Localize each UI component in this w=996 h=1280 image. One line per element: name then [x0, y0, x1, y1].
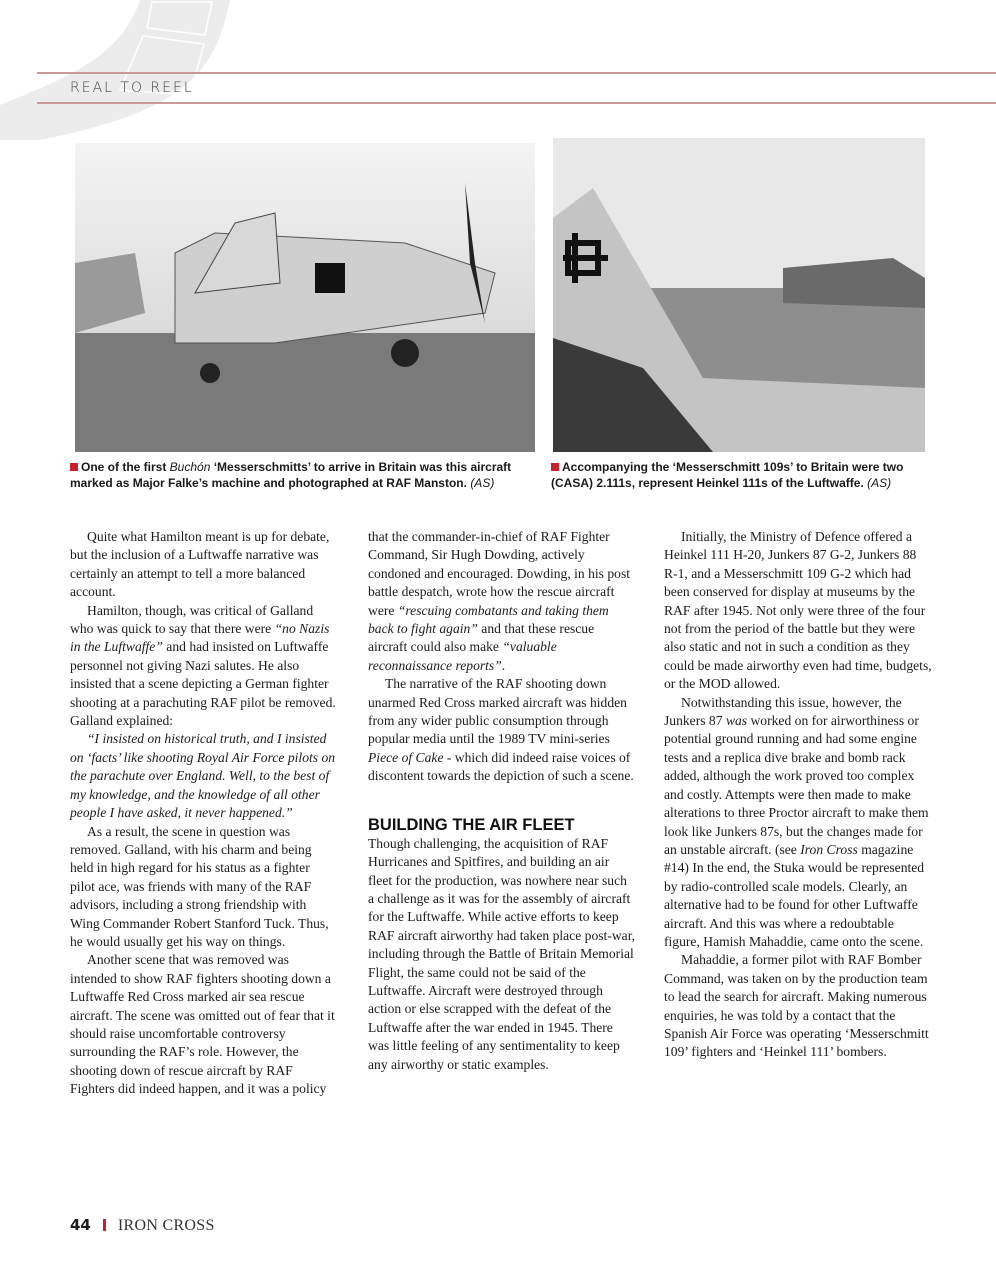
- film-strip-decoration: [0, 0, 240, 140]
- paragraph: [368, 835, 636, 1074]
- text-run: Though challenging, the acquisition of RAF Hurricanes and Spitfires, and building an air fleet for the production, was nowhere near such a challenge as it was for the assembly of aircraft for the Luftwaffe. While active efforts to keep RAF aircraft airworthy had taken place post-war, including through the Battle of Britain Memorial Flight, the same could not be said of the Luftwaffe. Aircraft were destroyed through action or else scrapped with the defeat of the Luftwaffe after the war ended in 1945. There was little feeling of any sentimentality to keep any airworthy or static examples.: [368, 835, 636, 1072]
- italic-text: (AS): [867, 476, 892, 490]
- caption-bullet-icon: [551, 463, 559, 471]
- paragraph: [664, 528, 932, 694]
- text-run: that the commander-in-chief of RAF Fighter Command, Sir Hugh Dowding, actively condoned and encouraged. Dowding, in his post battle despatch, wrote how the rescue aircraft were: [368, 529, 631, 618]
- paragraph: [664, 694, 932, 952]
- header-rule-top: [37, 72, 996, 74]
- photo-casa-heinkel: [553, 138, 925, 452]
- paragraph: [70, 951, 338, 1098]
- italic-text: (AS): [470, 476, 495, 490]
- text-run: Another scene that was removed was intended to show RAF fighters shooting down a Luftwaffe Red Cross marked air sea rescue aircraft. The scene was omitted out of fear that it should raise uncomfortable controversy surrounding the RAF’s role. However, the shooting down of rescue aircraft by RAF Fighters did indeed happen, and it was a policy: [70, 952, 335, 1097]
- article-column-1: [70, 528, 338, 1099]
- article-column-2: [368, 528, 636, 1074]
- header-rule-bottom: [37, 102, 996, 104]
- text-run: and had insisted on Luftwaffe personnel not giving Nazi salutes. He also insisted that a scene depicting a German fighter shooting at a parachuting RAF pilot be removed. Galland explained:: [70, 639, 336, 729]
- text-run: worked on for airworthiness or potential ground running and had some engine tests and a replica dive brake and bomb rack added, although the work proved too complex and costly. Attempts were then made to make alterations to three Proctor aircraft to make them look like Junkers 87s, but the changes made for an unstable aircraft. (see: [664, 713, 929, 857]
- paragraph: [70, 528, 338, 602]
- italic-text: Iron Cross: [800, 841, 858, 857]
- text-run: - which did indeed raise voices of discontent towards the depiction of such a scene.: [368, 749, 634, 784]
- section-label: REAL TO REEL: [70, 80, 194, 96]
- text-run: One of the first: [81, 460, 170, 474]
- text-run: Hamilton, though, was critical of Galland who was quick to say that there were: [70, 602, 314, 637]
- text-run: The narrative of the RAF shooting down unarmed Red Cross marked aircraft was hidden from any wider public consumption through popular media until the 1989 TV mini-series: [368, 676, 627, 747]
- article-column-3: [664, 528, 932, 1062]
- paragraph: [368, 528, 636, 675]
- italic-text: “rescuing combatants and taking them back to fight again”: [368, 602, 609, 637]
- text-run: and that these rescue aircraft could also make: [368, 621, 595, 655]
- paragraph: [70, 730, 338, 822]
- photo-caption-2: [551, 459, 931, 491]
- magazine-title: IRON CROSS: [117, 1217, 215, 1234]
- text-run: As a result, the scene in question was removed. Galland, with his charm and being held in high regard for his status as a fighter pilot ace, was friends with many of the RAF advisors, including a strong friendship with Wing Commander Robert Stanford Tuck. Thus, he would usually get his way on things.: [70, 823, 329, 949]
- italic-text: “I insisted on historical truth, and I insisted on ‘facts’ like shooting Royal Air Force pilots on the parachute over England. Well, to the best of my knowledge, and the knowledge of all other people I have asked, it never happened.”: [70, 731, 336, 821]
- paragraph: [664, 951, 932, 1061]
- footer-divider: [103, 1219, 106, 1231]
- italic-text: Piece of Cake: [368, 749, 444, 765]
- photo-caption-1: [70, 459, 540, 491]
- text-run: ‘Messerschmitts’ to arrive in Britain was this aircraft marked as Major Falke’s machine and photographed at RAF Manston.: [70, 460, 512, 490]
- paragraph: [70, 823, 338, 952]
- text-run: Accompanying the ‘Messerschmitt 109s’ to Britain were two (CASA) 2.111s, represent Heinkel 111s of the Luftwaffe.: [551, 460, 904, 490]
- italic-text: Buchón: [169, 460, 211, 474]
- section-heading: BUILDING THE AIR FLEET: [368, 815, 575, 834]
- text-run: Notwithstanding this issue, however, the Junkers 87: [664, 694, 902, 729]
- italic-text: “no Nazis in the Luftwaffe”: [70, 621, 330, 655]
- text-run: Mahaddie, a former pilot with RAF Bomber Command, was taken on by the production team to lead the search for aircraft. Making numerous enquiries, he was told by a contact that the Spanish Air Force was operating ‘Messerschmitt 109’ fighters and ‘Heinkel 111’ bombers.: [664, 952, 929, 1060]
- paragraph: [70, 602, 338, 731]
- page-number: 44: [70, 1216, 91, 1234]
- italic-text: was: [725, 713, 748, 729]
- page-footer: [70, 1216, 215, 1235]
- caption-bullet-icon: [70, 463, 78, 471]
- italic-text: “valuable reconnaissance reports”: [368, 639, 557, 673]
- text-run: .: [501, 657, 506, 673]
- photo-messerschmitt-buchon: [75, 143, 535, 452]
- text-run: Initially, the Ministry of Defence offered a Heinkel 111 H-20, Junkers 87 G-2, Junkers 88 R-1, and a Messerschmitt 109 G-2 which had been conserved for display at museums by the RAF after 1945. Not only were three of the four not from the period of the battle but they were also static and not in such a condition as they could be made airworthy even had time, budgets, or the MOD allowed.: [664, 529, 932, 692]
- text-run: magazine #14) In the end, the Stuka would be represented by radio-controlled scale models. Clearly, an alternative had to be found for other Luftwaffe aircraft. And this was where a redoubtable figure, Hamish Mahaddie, came onto the scene.: [664, 841, 925, 949]
- text-run: Quite what Hamilton meant is up for debate, but the inclusion of a Luftwaffe narrative was certainly an attempt to tell a more balanced account.: [70, 529, 330, 600]
- paragraph: [368, 675, 636, 785]
